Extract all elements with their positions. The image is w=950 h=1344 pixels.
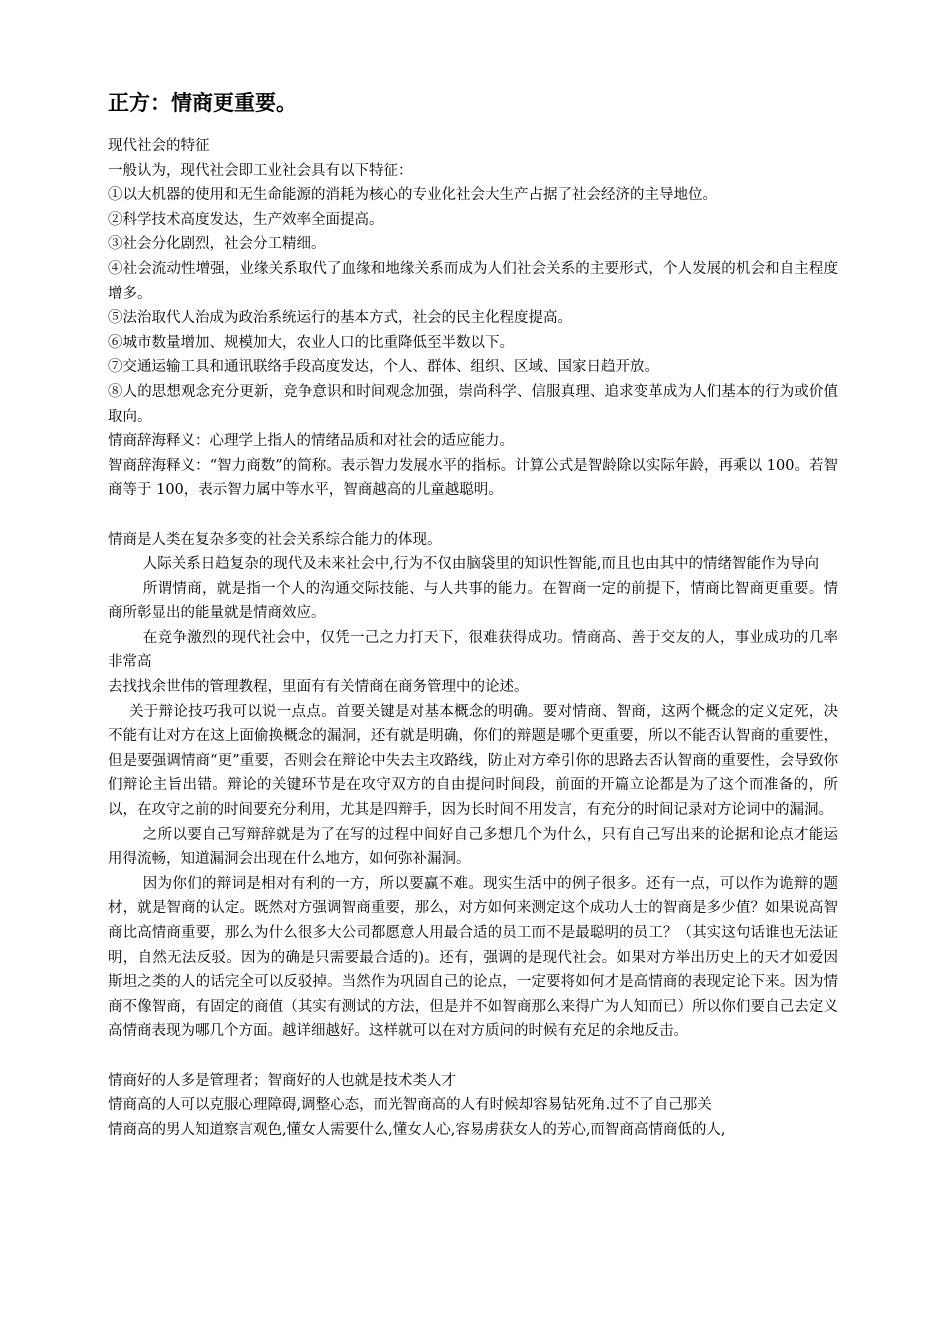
feature-item-2: ②科学技术高度发达，生产效率全面提高。 bbox=[108, 211, 384, 228]
paragraph: 人际关系日趋复杂的现代及未来社会中,行为不仅由脑袋里的知识性智能,而且也由其中的情绪智能作为导向 bbox=[142, 556, 820, 573]
feature-item-8: ⑧人的思想观念充分更新，竞争意识和时间观念加强，崇尚科学、信服真理、追求变革成为人们基本的行为或价值取向。 bbox=[108, 383, 838, 425]
paragraph: 之所以要自己写辩辞就是为了在写的过程中间好自己多想几个为什么，只有自己写出来的论据和论点才能运用得流畅，知道漏洞会出现在什么地方，如何弥补漏洞。 bbox=[108, 826, 838, 868]
paragraph: 情商高的男人知道察言观色,懂女人需要什么,懂女人心,容易虏获女人的芳心,而智商高情商低的人, bbox=[108, 1121, 726, 1138]
feature-item-4: ④社会流动性增强，业缘关系取代了血缘和地缘关系而成为人们社会关系的主要形式，个人发展的机会和自主程度增多。 bbox=[108, 260, 838, 302]
paragraph: 关于辩论技巧我可以说一点点。首要关键是对基本概念的明确。要对情商、智商，这两个概念的定义定死，决不能有让对方在这上面偷换概念的漏洞，还有就是明确，你们的辩题是哪个更重要，所以不能否认智商的重要性，但是要强调情商“更”重要，否则会在辩论中失去主攻路线，防止对方牵引你的思路去否认智商的重要性，会导致你们辩论主旨出错。辩论的关键环节是在攻守双方的自由提问时间段，前面的开篇立论都是为了这个而准备的，所以，在攻守之前的时间要充分利用，尤其是四辩手，因为长时间不用发言，有充分的时间记录对方论词中的漏洞。 bbox=[108, 703, 838, 819]
paragraph: 在竞争激烈的现代社会中，仅凭一己之力打天下，很难获得成功。情商高、善于交友的人，事业成功的几率非常高 bbox=[108, 629, 838, 671]
iq-definition: 智商辞海释义：“智力商数”的简称。表示智力发展水平的指标。计算公式是智龄除以实际年龄，再乘以 100。若智商等于 100，表示智力属中等水平，智商越高的儿童越聪明。 bbox=[108, 457, 838, 499]
blank-line bbox=[108, 503, 838, 528]
feature-item-5: ⑤法治取代人治成为政治系统运行的基本方式，社会的民主化程度提高。 bbox=[108, 310, 572, 327]
feature-item-3: ③社会分化剧烈，社会分工精细。 bbox=[108, 236, 326, 253]
document-page bbox=[108, 88, 838, 1142]
document-title: 正方：情商更重要。 bbox=[108, 91, 297, 115]
feature-item-6: ⑥城市数量增加、规模加大，农业人口的比重降低至半数以下。 bbox=[108, 334, 514, 351]
paragraph: 去找找余世伟的管理教程，里面有有关情商在商务管理中的论述。 bbox=[108, 679, 529, 696]
paragraph: 情商好的人多是管理者；智商好的人也就是技术类人才 bbox=[108, 1072, 456, 1089]
paragraph: 一般认为，现代社会即工业社会具有以下特征： bbox=[108, 162, 413, 179]
paragraph: 因为你们的辩词是相对有利的一方，所以要赢不难。现实生活中的例子很多。还有一点，可以作为诡辩的题材，就是智商的认定。既然对方强调智商重要，那么，对方如何来测定这个成功人士的智商是多少值？如果说高智商比高情商重要，那么为什么很多大公司都愿意人用最合适的员工而不是最聪明的员工？（其实这句话谁也无法证明，自然无法反驳。因为的确是只需要最合适的)。还有，强调的是现代社会。如果对方举出历史上的天才如爱因斯坦之类的人的话完全可以反驳掉。当然作为巩固自己的论点，一定要将如何才是高情商的表现定论下来。因为情商不像智商，有固定的商值（其实有测试的方法，但是并不如智商那么来得广为人知而已）所以你们要自己去定义高情商表现为哪几个方面。越详细越好。这样就可以在对方质问的时候有充足的余地反击。 bbox=[108, 875, 838, 1040]
blank-line bbox=[108, 1044, 838, 1069]
section-heading: 现代社会的特征 bbox=[108, 138, 210, 154]
feature-item-1: ①以大机器的使用和无生命能源的消耗为核心的专业化社会大生产占据了社会经济的主导地位。 bbox=[108, 187, 717, 204]
feature-item-7: ⑦交通运输工具和通讯联络手段高度发达，个人、群体、组织、区域、国家日趋开放。 bbox=[108, 359, 659, 376]
paragraph: 情商是人类在复杂多变的社会关系综合能力的体现。 bbox=[108, 531, 442, 548]
paragraph: 所谓情商，就是指一个人的沟通交际技能、与人共事的能力。在智商一定的前提下，情商比智商更重要。情商所彰显出的能量就是情商效应。 bbox=[108, 580, 838, 622]
paragraph: 情商高的人可以克服心理障碍,调整心态，而光智商高的人有时候却容易钻死角.过不了自己那关 bbox=[108, 1097, 712, 1114]
eq-definition: 情商辞海释义：心理学上指人的情绪品质和对社会的适应能力。 bbox=[108, 433, 514, 450]
